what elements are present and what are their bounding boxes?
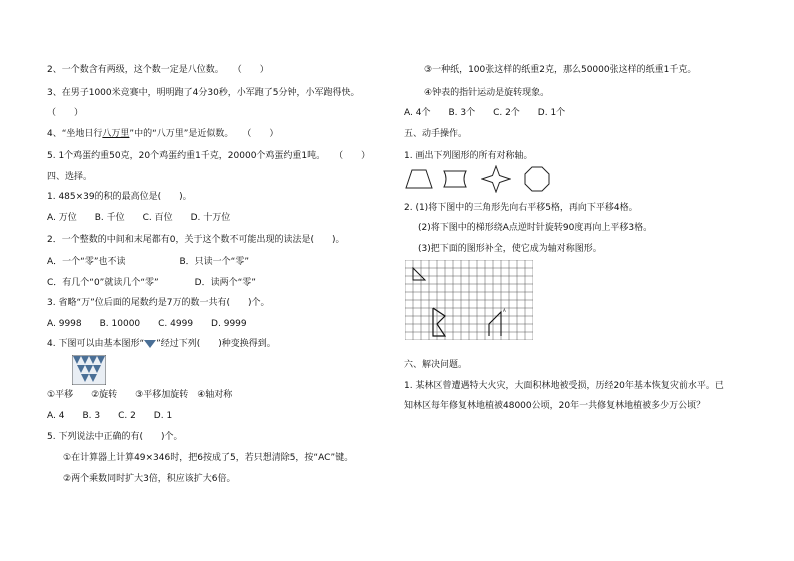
choice-q5: 5. 下列说法中正确的有( )个。 bbox=[47, 432, 183, 442]
choice-q5-statement-3: ③一种纸，100张这样的纸重2克，那么50000张这样的纸重1千克。 bbox=[424, 65, 697, 75]
section-five-title: 五、动手操作。 bbox=[404, 129, 468, 139]
problem-q1-line1: 1. 某林区曾遭遇特大火灾，大面积林地被受损，历经20年基本恢复灾前水平。已 bbox=[404, 381, 724, 391]
basic-triangle-icon bbox=[144, 340, 156, 348]
choice-q5-statement-1: ①在计算器上计算49×346时，把6按成了5，若只想清除5，按“AC”键。 bbox=[63, 453, 354, 463]
octagon-shape bbox=[524, 166, 550, 192]
judge-item-4-prefix: 4、“坐地日行 bbox=[47, 129, 103, 139]
four-point-star-shape bbox=[481, 165, 511, 193]
judge-item-4-suffix: ”中的“八万里”是近似数。 （ ） bbox=[129, 129, 279, 139]
trapezoid-shape bbox=[405, 168, 433, 190]
judge-item-3-parens: （ ） bbox=[47, 108, 84, 118]
choice-q4 bbox=[47, 338, 276, 350]
choice-q2: 2．一个整数的中间和末尾都有0，关于这个数不可能出现的读法是( )。 bbox=[47, 235, 345, 245]
triangle-pattern-figure bbox=[72, 355, 106, 385]
section-four-title: 四、选择。 bbox=[47, 172, 93, 182]
choice-q4-answers: A. 4 B. 3 C. 2 D. 1 bbox=[47, 411, 173, 421]
operation-q1: 1. 画出下列图形的所有对称轴。 bbox=[404, 151, 533, 161]
choice-q4-suffix: ”经过下列( )种变换得到。 bbox=[156, 339, 276, 349]
problem-q1-line2: 知林区每年修复林地植被48000公顷，20年一共修复林地植被多少万公顷？ bbox=[404, 401, 706, 411]
triangle-figure bbox=[413, 268, 425, 280]
underlined-phrase: 八万里 bbox=[102, 129, 130, 139]
square-grid-figure bbox=[405, 260, 533, 340]
choice-q5-options: A. 4个 B. 3个 C. 2个 D. 1个 bbox=[404, 108, 566, 118]
choice-q3: 3. 省略“万”位后面的尾数约是7万的数一共有( )个。 bbox=[47, 298, 270, 308]
curved-rectangle-shape bbox=[441, 168, 471, 190]
choice-q2-options-ab: A．一个“零”也不读 B．只读一个“零” bbox=[47, 257, 249, 267]
judge-item-2: 2、一个数含有两级，这个数一定是八位数。 （ ） bbox=[47, 65, 269, 75]
judge-item-3: 3、在男子1000米竞赛中，明明跑了4分30秒，小军跑了5分钟，小军跑得快。 bbox=[47, 88, 360, 98]
choice-q1-options: A. 万位 B. 千位 C. 百位 D. 十万位 bbox=[47, 213, 231, 223]
choice-q2-options-cd: C．有几个“0”就读几个“零” D．读两个“零” bbox=[47, 278, 256, 288]
point-a-label: A bbox=[503, 308, 506, 313]
choice-q4-options: ①平移 ②旋转 ③平移加旋转 ④轴对称 bbox=[47, 390, 233, 400]
choice-q5-statement-4: ④钟表的指针运动是旋转现象。 bbox=[424, 88, 550, 98]
operation-q2-part3: (3)把下面的图形补全，使它成为轴对称图形。 bbox=[418, 244, 602, 254]
choice-q5-statement-2: ②两个乘数同时扩大3倍，积应该扩大6倍。 bbox=[63, 474, 236, 484]
operation-q2-part2: (2)将下图中的梯形绕A点逆时针旋转90度再向上平移3格。 bbox=[418, 223, 653, 233]
judge-item-4 bbox=[47, 128, 278, 140]
choice-q3-options: A. 9998 B. 10000 C. 4999 D. 9999 bbox=[47, 319, 247, 329]
section-six-title: 六、解决问题。 bbox=[404, 360, 468, 370]
judge-item-5: 5. 1个鸡蛋约重50克，20个鸡蛋约重1千克，20000个鸡蛋约重1吨。 （ ） bbox=[47, 151, 371, 161]
choice-q1: 1. 485×39的积的最高位是( )。 bbox=[47, 192, 192, 202]
operation-q2-part1: 2. (1)将下图中的三角形先向右平移5格，再向下平移4格。 bbox=[404, 203, 638, 213]
choice-q4-prefix: 4. 下图可以由基本图形“ bbox=[47, 339, 145, 349]
